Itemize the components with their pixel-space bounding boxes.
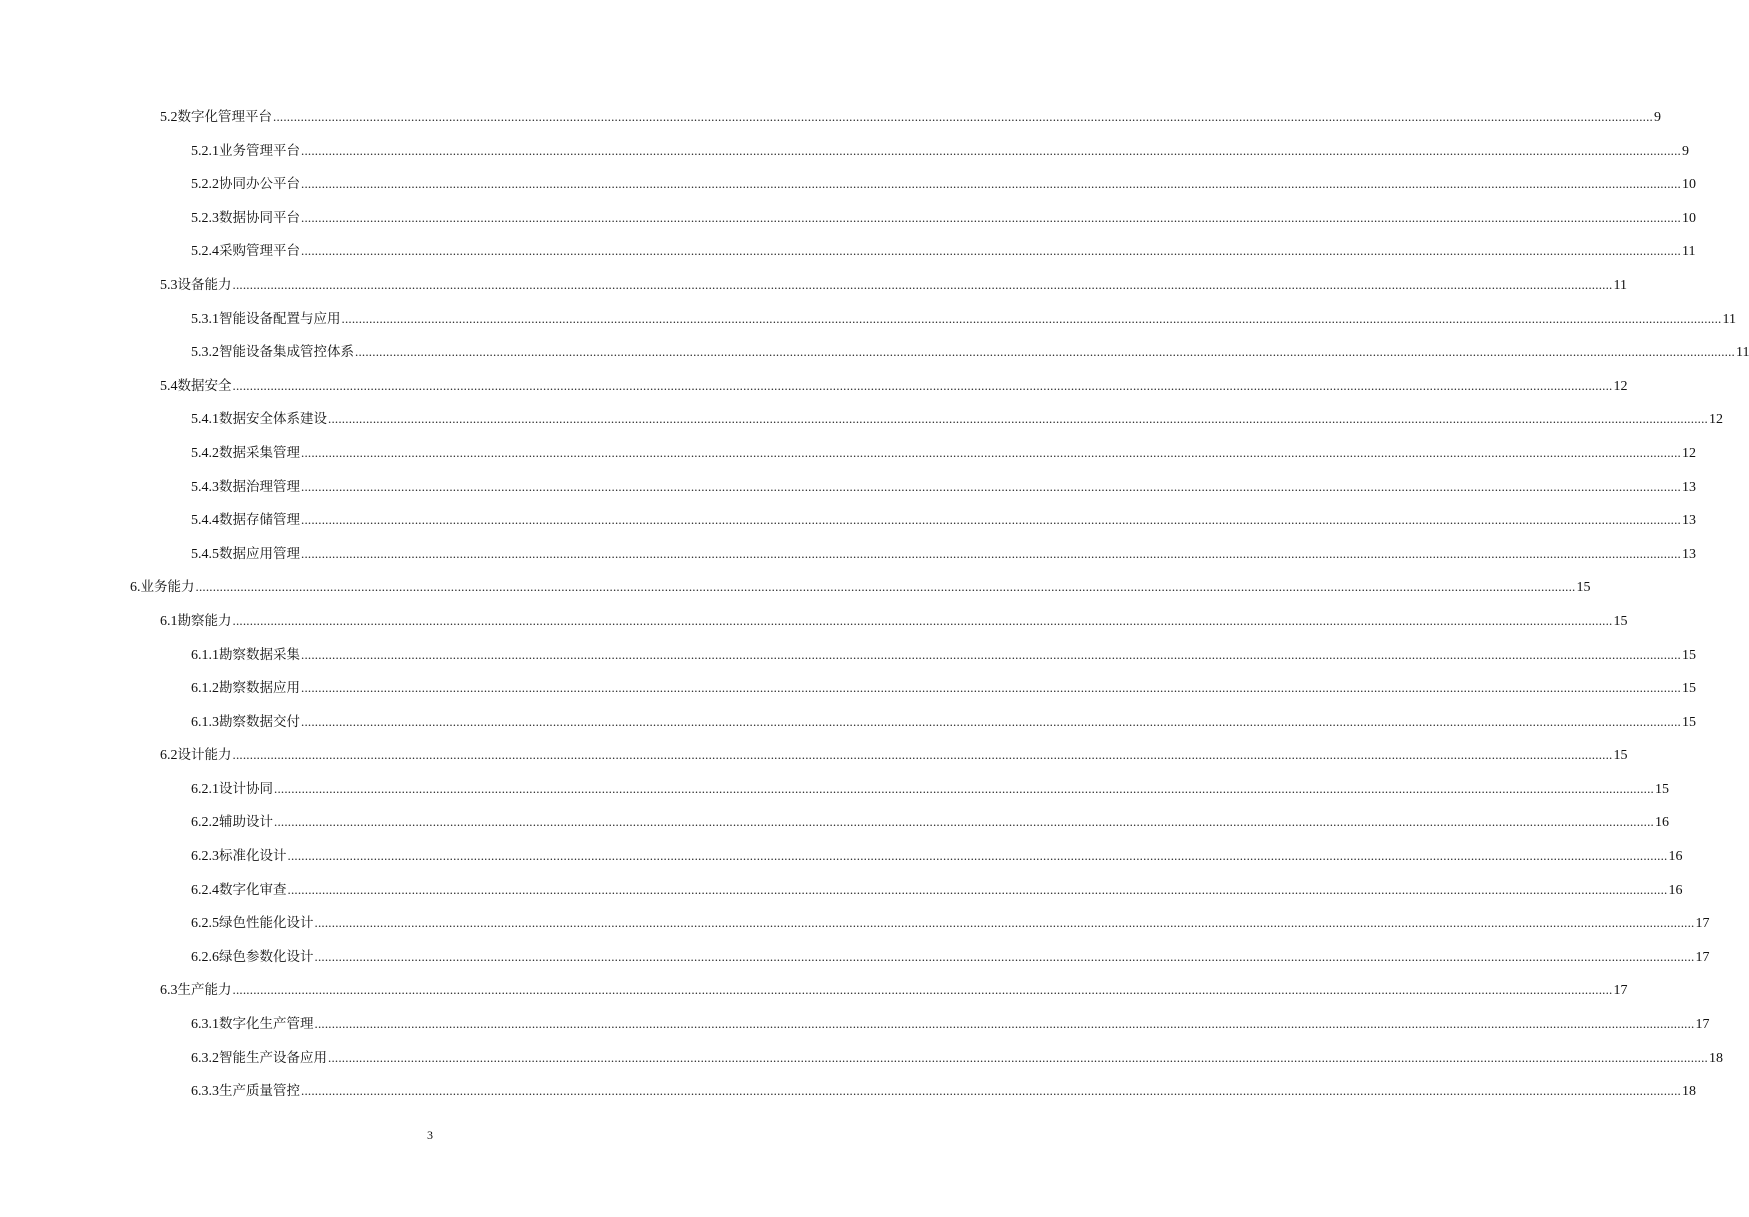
toc-dot-leader: ................................................................................................................................................................................................................................................................................................................................................................................................................	[328, 1049, 1708, 1065]
toc-entry[interactable]	[0, 738, 1628, 772]
toc-entry-number: 5.3.1	[191, 311, 219, 327]
toc-entry-page: 15	[1613, 748, 1628, 764]
toc-entry-number: 5.3	[160, 277, 178, 293]
toc-entry-title: 数字化管理平台	[177, 109, 272, 125]
toc-entry-page: 12	[1682, 445, 1696, 461]
toc-entry-title: 协同办公平台	[219, 176, 300, 193]
toc-dot-leader: ................................................................................................................................................................................................................................................................................................................................................................................................................	[314, 915, 1695, 931]
toc-entry-title: 数据应用管理	[219, 545, 300, 562]
toc-entry-number: 5.2.3	[191, 210, 219, 226]
toc-entry-number: 5.4.1	[191, 412, 219, 428]
toc-entry-page: 11	[1682, 244, 1696, 260]
table-of-contents	[0, 100, 1749, 1108]
toc-dot-leader: ................................................................................................................................................................................................................................................................................................................................................................................................................	[301, 1083, 1681, 1099]
toc-entry-number: 6.1	[160, 613, 178, 629]
toc-entry[interactable]	[0, 537, 1696, 571]
toc-entry-title: 绿色参数化设计	[219, 948, 314, 965]
toc-entry-title: 业务能力	[140, 579, 195, 596]
toc-entry-title: 数据存储管理	[219, 512, 300, 529]
toc-entry-title: 生产能力	[177, 982, 232, 999]
toc-entry[interactable]	[0, 906, 1710, 940]
toc-entry-number: 5.2.4	[191, 244, 219, 260]
toc-entry-page: 15	[1682, 681, 1696, 697]
toc-dot-leader: ................................................................................................................................................................................................................................................................................................................................................................................................................	[314, 1016, 1695, 1032]
toc-entry-page: 15	[1682, 714, 1696, 730]
toc-entry-title: 数字化审查	[219, 881, 287, 898]
toc-entry-page: 9	[1682, 143, 1689, 159]
page-number: 3	[427, 1128, 433, 1142]
toc-entry[interactable]	[0, 805, 1669, 839]
toc-dot-leader: ................................................................................................................................................................................................................................................................................................................................................................................................................	[273, 109, 1653, 124]
toc-entry[interactable]	[0, 940, 1710, 974]
toc-entry[interactable]	[0, 470, 1696, 504]
toc-entry[interactable]	[0, 100, 1661, 134]
toc-entry-number: 6.1.3	[191, 714, 219, 730]
toc-entry[interactable]	[0, 1007, 1710, 1041]
toc-entry-number: 6.1.1	[191, 647, 219, 663]
toc-entry[interactable]	[0, 503, 1696, 537]
toc-dot-leader: ................................................................................................................................................................................................................................................................................................................................................................................................................	[232, 612, 1613, 628]
toc-entry-number: 6.1.2	[191, 681, 219, 697]
toc-entry-title: 数据采集管理	[219, 444, 300, 461]
toc-entry-title: 标准化设计	[219, 848, 287, 865]
toc-entry[interactable]	[0, 302, 1736, 336]
toc-entry-number: 6.2.6	[191, 949, 219, 965]
toc-entry-title: 勘察能力	[177, 612, 232, 629]
toc-entry-title: 设计能力	[177, 747, 232, 764]
toc-entry-title: 智能设备集成管控体系	[219, 344, 354, 361]
toc-entry-page: 15	[1613, 613, 1628, 629]
toc-dot-leader: ................................................................................................................................................................................................................................................................................................................................................................................................................	[301, 176, 1681, 192]
toc-entry-number: 5.4.3	[191, 479, 219, 495]
toc-dot-leader: ................................................................................................................................................................................................................................................................................................................................................................................................................	[287, 881, 1668, 897]
toc-entry[interactable]	[0, 570, 1591, 604]
toc-entry-number: 6.2.3	[191, 849, 219, 865]
toc-entry-page: 13	[1682, 546, 1696, 562]
toc-entry-title: 采购管理平台	[219, 243, 300, 260]
toc-entry-number: 6.2	[160, 748, 178, 764]
toc-entry[interactable]	[0, 134, 1689, 168]
toc-entry-title: 设计协同	[219, 780, 273, 797]
toc-entry-page: 16	[1668, 849, 1683, 865]
toc-dot-leader: ................................................................................................................................................................................................................................................................................................................................................................................................................	[355, 344, 1735, 360]
toc-entry-number: 5.2	[160, 110, 178, 125]
toc-entry-page: 18	[1682, 1084, 1696, 1100]
toc-dot-leader: ................................................................................................................................................................................................................................................................................................................................................................................................................	[232, 747, 1613, 763]
toc-entry[interactable]	[0, 772, 1669, 806]
toc-entry-number: 5.2.2	[191, 177, 219, 193]
toc-entry[interactable]	[0, 1041, 1723, 1075]
toc-dot-leader: ................................................................................................................................................................................................................................................................................................................................................................................................................	[287, 848, 1668, 864]
toc-dot-leader: ................................................................................................................................................................................................................................................................................................................................................................................................................	[274, 814, 1654, 830]
toc-dot-leader: ................................................................................................................................................................................................................................................................................................................................................................................................................	[301, 713, 1681, 729]
toc-entry-number: 6.2.1	[191, 781, 219, 797]
toc-entry[interactable]	[0, 671, 1696, 705]
toc-entry-title: 数字化生产管理	[219, 1016, 314, 1033]
toc-dot-leader: ................................................................................................................................................................................................................................................................................................................................................................................................................	[301, 209, 1681, 225]
toc-entry-page: 17	[1695, 1017, 1710, 1033]
toc-entry-page: 17	[1695, 916, 1710, 932]
toc-dot-leader: ................................................................................................................................................................................................................................................................................................................................................................................................................	[301, 646, 1681, 662]
toc-entry[interactable]	[0, 705, 1696, 739]
toc-entry[interactable]	[0, 234, 1696, 268]
toc-entry-number: 5.4.2	[191, 445, 219, 461]
toc-entry-title: 智能设备配置与应用	[219, 310, 341, 327]
toc-entry-number: 5.4.5	[191, 546, 219, 562]
toc-entry-page: 15	[1655, 781, 1669, 797]
toc-entry-title: 数据治理管理	[219, 478, 300, 495]
toc-dot-leader: ................................................................................................................................................................................................................................................................................................................................................................................................................	[301, 243, 1681, 259]
toc-entry-page: 12	[1613, 378, 1628, 394]
toc-entry[interactable]	[0, 1074, 1696, 1108]
toc-entry-title: 绿色性能化设计	[219, 915, 314, 932]
toc-dot-leader: ................................................................................................................................................................................................................................................................................................................................................................................................................	[274, 780, 1654, 796]
toc-entry-title: 智能生产设备应用	[219, 1049, 327, 1066]
toc-dot-leader: ................................................................................................................................................................................................................................................................................................................................................................................................................	[195, 579, 1576, 595]
toc-entry[interactable]	[0, 638, 1696, 672]
toc-entry-page: 9	[1654, 110, 1661, 125]
toc-entry-title: 生产质量管控	[219, 1083, 300, 1100]
toc-dot-leader: ................................................................................................................................................................................................................................................................................................................................................................................................................	[232, 276, 1613, 292]
toc-entry-number: 5.3.2	[191, 345, 219, 361]
toc-entry-page: 11	[1722, 311, 1736, 327]
toc-dot-leader: ................................................................................................................................................................................................................................................................................................................................................................................................................	[301, 545, 1681, 561]
toc-entry-page: 10	[1682, 210, 1696, 226]
toc-entry[interactable]	[0, 604, 1628, 638]
toc-entry-title: 勘察数据交付	[219, 713, 300, 730]
toc-entry-page: 10	[1682, 177, 1696, 193]
toc-entry-title: 辅助设计	[219, 814, 273, 831]
toc-dot-leader: ................................................................................................................................................................................................................................................................................................................................................................................................................	[301, 444, 1681, 460]
toc-entry-page: 13	[1682, 479, 1696, 495]
toc-entry-number: 6.3.3	[191, 1084, 219, 1100]
toc-entry[interactable]	[0, 436, 1696, 470]
toc-dot-leader: ................................................................................................................................................................................................................................................................................................................................................................................................................	[328, 411, 1708, 427]
toc-entry-title: 设备能力	[177, 276, 232, 293]
toc-dot-leader: ................................................................................................................................................................................................................................................................................................................................................................................................................	[341, 310, 1722, 326]
toc-entry-page: 15	[1576, 580, 1591, 596]
toc-entry-number: 6.2.2	[191, 815, 219, 831]
toc-dot-leader: ................................................................................................................................................................................................................................................................................................................................................................................................................	[301, 142, 1681, 158]
toc-entry-page: 17	[1695, 949, 1710, 965]
toc-entry-page: 18	[1709, 1050, 1723, 1066]
toc-entry-page: 16	[1668, 882, 1683, 898]
toc-entry[interactable]	[0, 201, 1696, 235]
toc-dot-leader: ................................................................................................................................................................................................................................................................................................................................................................................................................	[232, 377, 1613, 393]
toc-entry[interactable]	[0, 402, 1723, 436]
toc-entry-number: 6.3.2	[191, 1050, 219, 1066]
toc-entry-page: 11	[1613, 277, 1627, 293]
toc-entry[interactable]	[0, 839, 1683, 873]
toc-dot-leader: ................................................................................................................................................................................................................................................................................................................................................................................................................	[301, 512, 1681, 528]
toc-entry[interactable]	[0, 335, 1749, 369]
toc-entry-page: 16	[1655, 815, 1669, 831]
toc-entry-title: 数据安全体系建设	[219, 411, 327, 428]
toc-entry-number: 6.2.5	[191, 916, 219, 932]
toc-entry[interactable]	[0, 369, 1628, 403]
toc-entry-page: 15	[1682, 647, 1696, 663]
toc-entry-number: 5.2.1	[191, 143, 219, 159]
toc-entry[interactable]	[0, 873, 1683, 907]
toc-entry-number: 6.	[130, 580, 141, 596]
toc-entry-page: 13	[1682, 513, 1696, 529]
toc-entry-page: 11	[1736, 345, 1749, 361]
toc-entry-title: 业务管理平台	[219, 142, 300, 159]
toc-entry-title: 数据安全	[177, 377, 232, 394]
toc-entry-number: 6.3	[160, 983, 178, 999]
toc-entry-page: 17	[1613, 983, 1628, 999]
toc-entry-title: 勘察数据采集	[219, 646, 300, 663]
toc-entry[interactable]	[0, 268, 1627, 302]
toc-entry[interactable]	[0, 973, 1628, 1007]
toc-entry[interactable]	[0, 167, 1696, 201]
toc-dot-leader: ................................................................................................................................................................................................................................................................................................................................................................................................................	[314, 948, 1695, 964]
toc-entry-title: 勘察数据应用	[219, 680, 300, 697]
toc-entry-number: 5.4.4	[191, 513, 219, 529]
toc-entry-number: 6.2.4	[191, 882, 219, 898]
toc-dot-leader: ................................................................................................................................................................................................................................................................................................................................................................................................................	[232, 982, 1613, 998]
toc-entry-page: 12	[1709, 412, 1723, 428]
toc-entry-title: 数据协同平台	[219, 209, 300, 226]
toc-dot-leader: ................................................................................................................................................................................................................................................................................................................................................................................................................	[301, 478, 1681, 494]
toc-entry-number: 6.3.1	[191, 1017, 219, 1033]
toc-dot-leader: ................................................................................................................................................................................................................................................................................................................................................................................................................	[301, 680, 1681, 696]
toc-entry-number: 5.4	[160, 378, 178, 394]
